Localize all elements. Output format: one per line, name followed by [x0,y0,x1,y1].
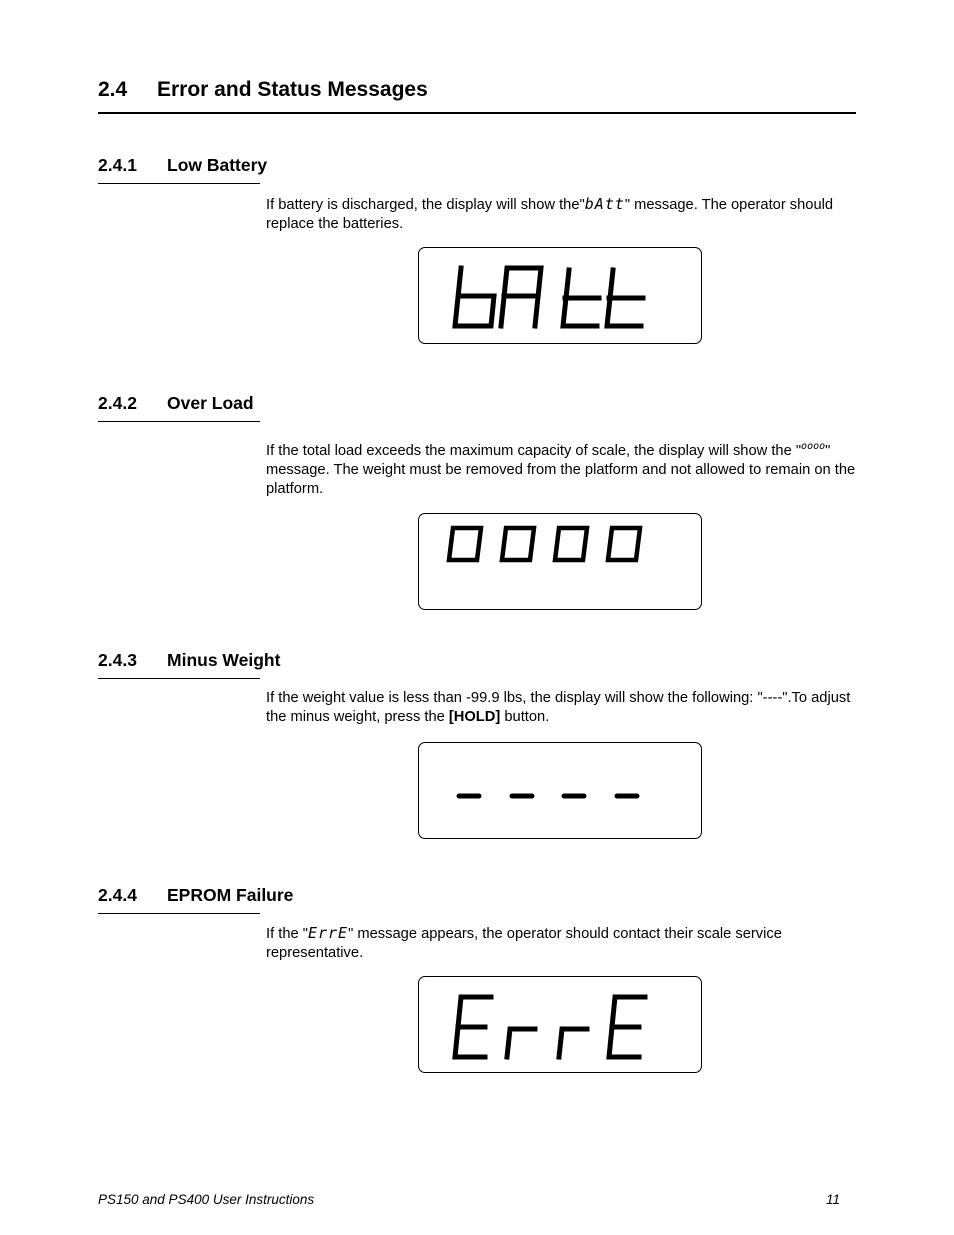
paragraph-text: If the total load exceeds the maximum capacity of scale, the display will show the " [266,443,802,459]
lcd-display-batt [418,247,702,344]
segment-code: oooo [801,441,826,452]
subsection-number: 2.4.1 [98,155,137,175]
paragraph-text: button. [500,709,550,725]
paragraph-text: If the " [266,926,308,942]
footer-page-number: 11 [826,1192,841,1207]
segment-glyphs-overload [419,514,703,611]
over-load-paragraph [266,437,858,499]
subsection-number: 2.4.3 [98,650,137,670]
lcd-display-overload [418,513,702,610]
subsection-number: 2.4.2 [98,393,137,413]
segment-glyphs-minus [419,743,703,840]
section-number: 2.4 [98,78,128,101]
segment-glyphs-batt [419,248,703,345]
subsection-title: Low Battery [167,155,268,175]
hold-button-reference: [HOLD] [448,709,501,725]
paragraph-text: If battery is discharged, the display will show the" [266,197,585,213]
lcd-display-minus [418,742,702,839]
segment-glyphs-erre [419,977,703,1074]
subsection-title: EPROM Failure [167,885,294,905]
footer-document-title: PS150 and PS400 User Instructions [98,1192,315,1207]
paragraph-text: " message appears, the operator should contact their scale service representative. [266,926,782,961]
subsection-heading-minus-weight [98,650,280,671]
subsection-divider [98,183,260,184]
paragraph-text: If the weight value is less than -99.9 lbs, the display will show the following: "----".To adjust the minus weight, press the [266,690,851,725]
subsection-title: Minus Weight [167,650,281,670]
subsection-divider [98,913,260,914]
segment-code: ErrE [307,924,349,942]
subsection-divider [98,678,260,679]
section-heading [98,78,428,102]
low-battery-paragraph [266,195,858,234]
subsection-heading-eprom-failure [98,885,293,906]
subsection-heading-low-battery [98,155,267,176]
section-title: Error and Status Messages [157,78,428,101]
segment-code: bAtt [584,195,625,213]
paragraph-text: " message. The operator should replace the batteries. [266,197,834,232]
section-divider [98,112,856,114]
subsection-title: Over Load [167,393,254,413]
subsection-divider [98,421,260,422]
minus-weight-paragraph [266,689,858,727]
eprom-failure-paragraph [266,924,858,963]
paragraph-text: " message. The weight must be removed from the platform and not allowed to remain on the platform. [266,443,856,497]
lcd-display-erre [418,976,702,1073]
subsection-number: 2.4.4 [98,885,137,905]
subsection-heading-over-load [98,393,254,414]
